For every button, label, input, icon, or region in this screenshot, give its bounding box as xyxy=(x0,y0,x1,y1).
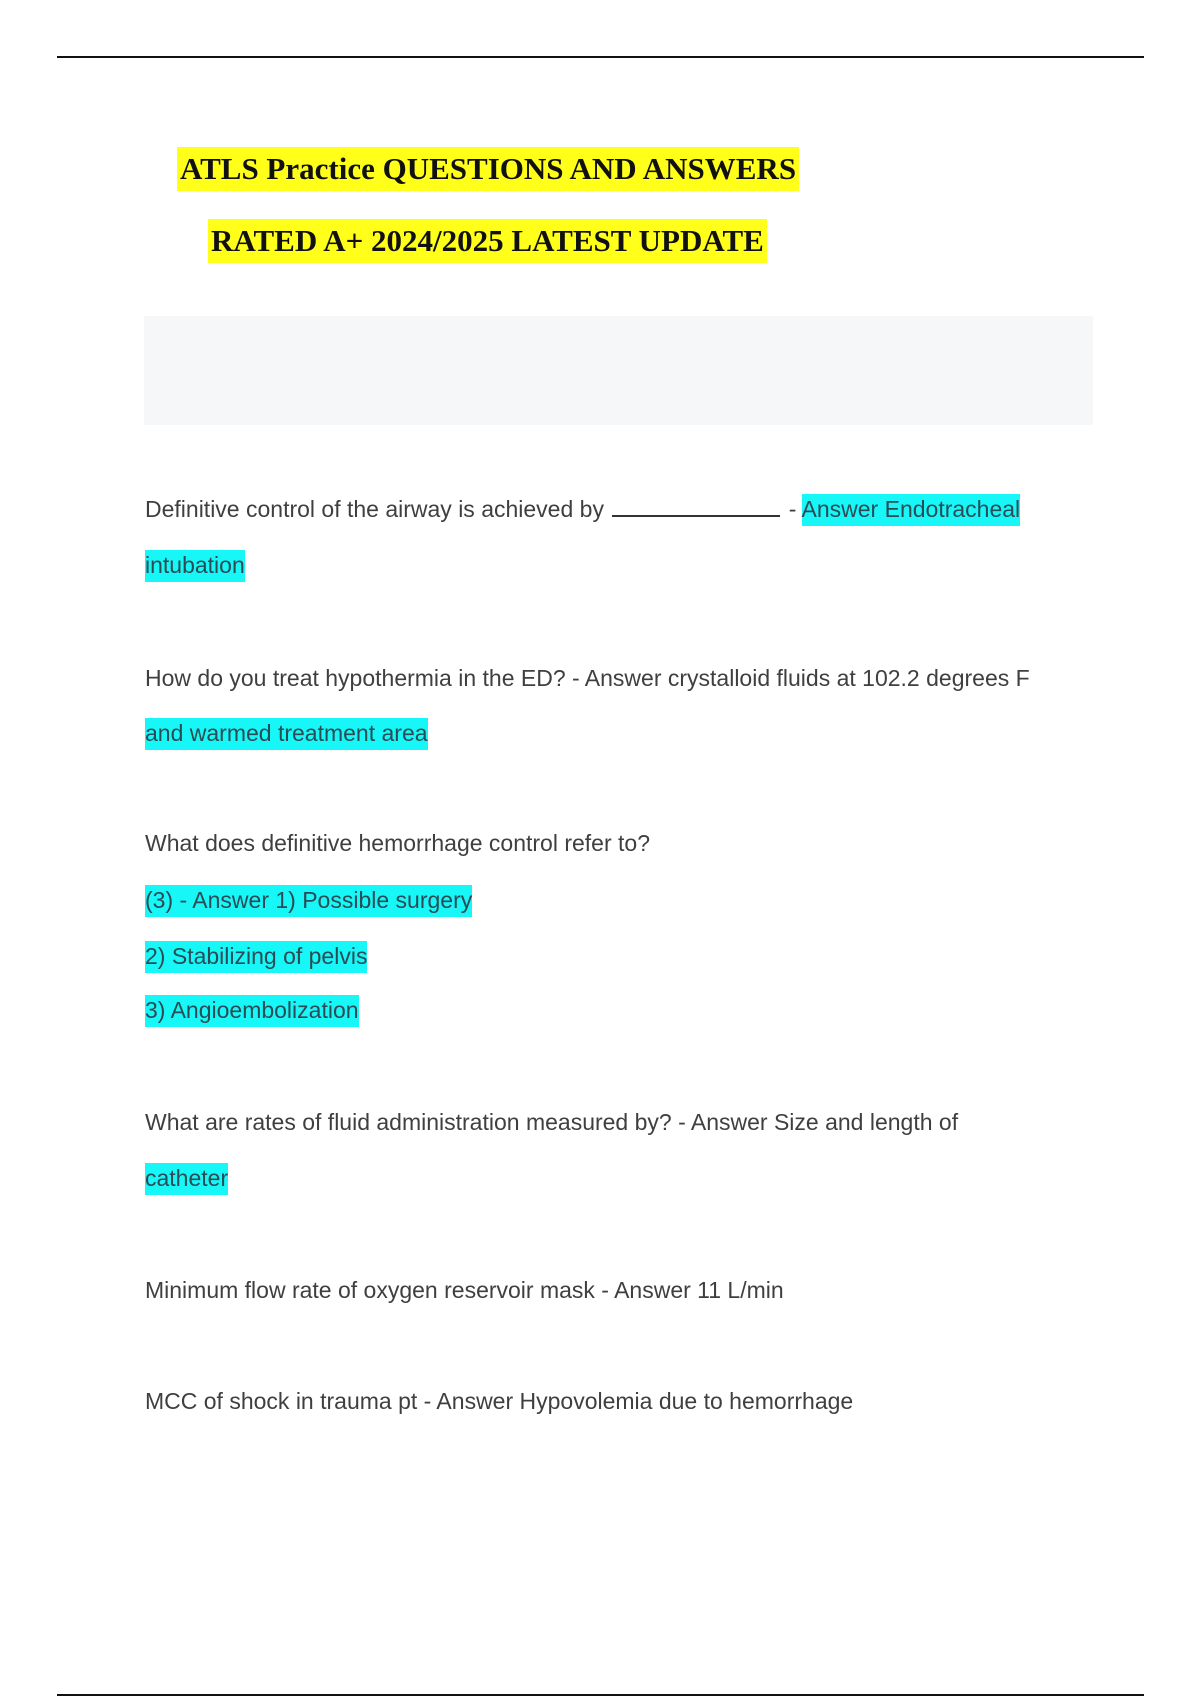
bottom-divider xyxy=(57,1694,1144,1696)
top-divider xyxy=(57,56,1144,58)
title-rated-text: RATED A+ 2024/2025 LATEST UPDATE xyxy=(208,219,767,263)
document-title-line-2 xyxy=(208,225,767,256)
document-title-line-1 xyxy=(177,153,799,184)
qa-2-answer xyxy=(145,722,428,745)
qa-1-dash: - xyxy=(782,496,802,522)
blank-banner-box xyxy=(144,316,1093,425)
qa-5-question xyxy=(145,1279,784,1302)
qa-1-answer-highlight: Answer Endotracheal xyxy=(802,494,1021,526)
qa-2-question xyxy=(145,667,1030,690)
qa-3-answer-3 xyxy=(145,999,359,1022)
qa-3-answer-1 xyxy=(145,889,472,912)
qa-3-answer-2 xyxy=(145,945,367,968)
qa-1-question xyxy=(145,497,1020,521)
qa-6-question xyxy=(145,1390,853,1413)
qa-4-answer xyxy=(145,1167,228,1190)
title-practice-text: ATLS Practice xyxy=(180,151,383,186)
qa-3-question-text: What does definitive hemorrhage control refer to? xyxy=(145,830,650,856)
qa-2-answer-highlight: and warmed treatment area xyxy=(145,718,428,750)
title-questions-text: QUESTIONS AND ANSWERS xyxy=(382,151,797,186)
qa-3-answer-highlight-1: (3) - Answer 1) Possible surgery xyxy=(145,885,472,917)
qa-6-question-text: MCC of shock in trauma pt - Answer Hypovolemia due to hemorrhage xyxy=(145,1388,854,1414)
qa-3-answer-highlight-2: 2) Stabilizing of pelvis xyxy=(145,941,367,973)
qa-4-question-text: What are rates of fluid administration measured by? - Answer Size and length of xyxy=(145,1109,959,1135)
qa-3-answer-highlight-3: 3) Angioembolization xyxy=(145,995,359,1027)
fill-in-blank xyxy=(612,497,780,517)
title-highlight-1 xyxy=(177,147,799,191)
qa-5-question-text: Minimum flow rate of oxygen reservoir mask - Answer 11 L/min xyxy=(145,1277,784,1303)
qa-3-question xyxy=(145,832,650,855)
qa-1-answer-highlight-2: intubation xyxy=(145,550,245,582)
qa-2-question-text: How do you treat hypothermia in the ED? - Answer crystalloid fluids at 102.2 degrees F xyxy=(145,665,1030,691)
qa-1-question-text: Definitive control of the airway is achieved by xyxy=(145,496,611,522)
qa-4-answer-highlight: catheter xyxy=(145,1163,228,1195)
qa-4-question xyxy=(145,1111,958,1134)
qa-1-answer xyxy=(145,554,245,577)
